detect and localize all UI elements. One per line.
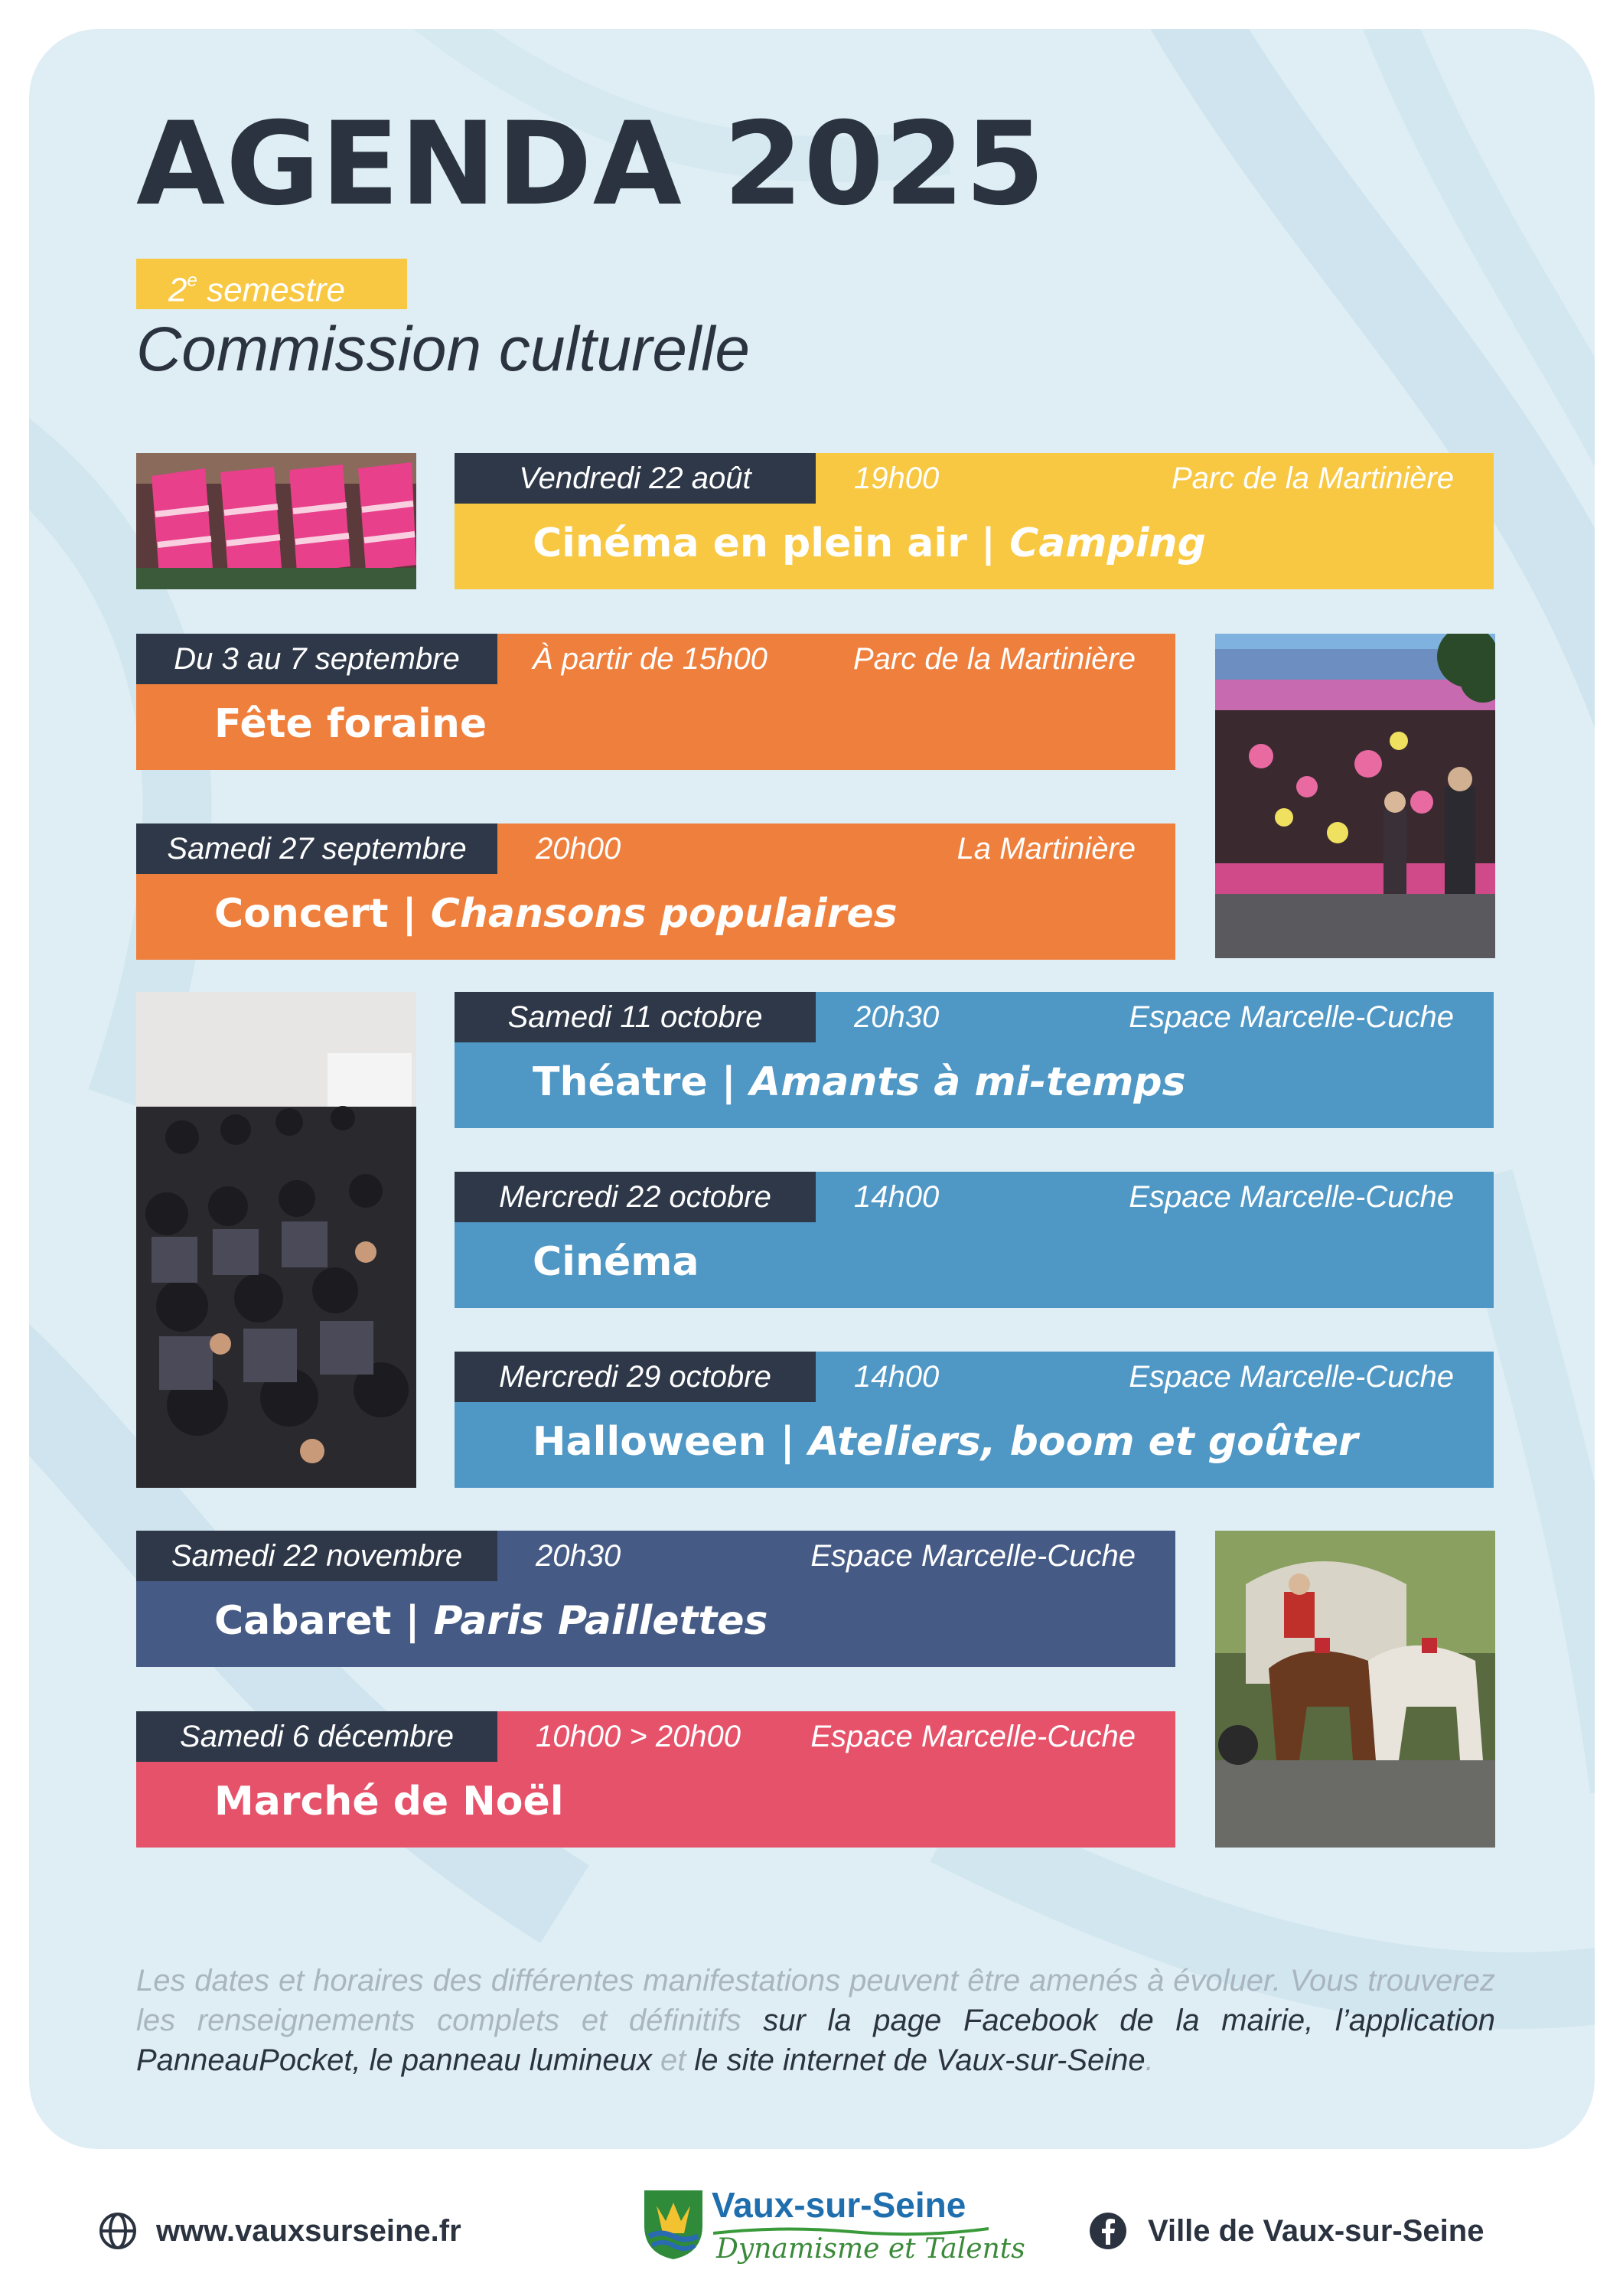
event-time: 20h30	[536, 1539, 621, 1573]
event-title-main: Halloween	[533, 1419, 767, 1465]
event-title	[214, 1590, 768, 1652]
event-title	[214, 883, 898, 944]
footer-facebook[interactable]	[1088, 2204, 1484, 2258]
semester-ordinal: e	[187, 270, 197, 291]
logo-name: Vaux-sur-Seine	[712, 2185, 966, 2225]
event-time: 19h00	[854, 461, 940, 495]
event-date: Mercredi 29 octobre	[455, 1352, 816, 1402]
event-date: Samedi 27 septembre	[136, 823, 497, 874]
event-title-main: Théatre	[533, 1059, 708, 1105]
event-time: 14h00	[854, 1360, 940, 1394]
event-cinema	[455, 1172, 1494, 1308]
event-title-sub: Camping	[1009, 520, 1206, 566]
event-date: Samedi 6 décembre	[136, 1711, 497, 1762]
event-time: À partir de 15h00	[533, 642, 768, 676]
event-date: Samedi 11 octobre	[455, 992, 816, 1042]
photo-fairground	[1215, 634, 1495, 958]
semester-badge	[136, 259, 407, 309]
note-panneaupocket-mention: l’application PanneauPocket, le panneau lumineux	[136, 2004, 1496, 2077]
event-title	[214, 1771, 564, 1832]
footer-website-url[interactable]: www.vauxsurseine.fr	[156, 2213, 461, 2248]
event-title-separator: |	[966, 520, 1010, 566]
event-fete-foraine	[136, 634, 1175, 770]
event-title-main: Marché de Noël	[214, 1779, 564, 1825]
crest-icon	[641, 2187, 706, 2261]
event-date: Du 3 au 7 septembre	[136, 634, 497, 684]
event-place: Espace Marcelle-Cuche	[1129, 1360, 1454, 1394]
event-title-main: Cabaret	[214, 1598, 392, 1644]
note-website-mention: le site internet de Vaux-sur-Seine	[694, 2043, 1146, 2077]
vaux-sur-seine-logo	[641, 2181, 1025, 2281]
event-title-sub: Paris Paillettes	[433, 1598, 768, 1644]
event-date: Vendredi 22 août	[455, 453, 816, 504]
facebook-icon	[1088, 2211, 1128, 2251]
event-place: Espace Marcelle-Cuche	[1129, 1000, 1454, 1034]
event-title-sub: Amants à mi-temps	[749, 1059, 1186, 1105]
event-cinema-plein-air	[455, 453, 1494, 589]
event-place: Parc de la Martinière	[852, 642, 1136, 676]
photo-deckchairs	[136, 453, 416, 589]
event-time: 20h30	[854, 1000, 940, 1034]
event-title-main: Fête foraine	[214, 701, 487, 747]
globe-icon	[98, 2211, 138, 2251]
event-title	[533, 1231, 699, 1293]
event-theatre	[455, 992, 1494, 1128]
photo-audience	[136, 992, 416, 1488]
note-facebook-mention: sur la page Facebook de la mairie	[763, 2004, 1305, 2037]
note-text-3: et	[651, 2043, 695, 2077]
event-place: La Martinière	[957, 832, 1136, 866]
event-title	[533, 1411, 1358, 1473]
logo-slogan: Dynamisme et Talents	[716, 2233, 1025, 2265]
event-title-sub: Ateliers, boom et goûter	[808, 1419, 1358, 1465]
event-title-main: Cinéma en plein air	[533, 520, 967, 566]
event-time: 20h00	[536, 832, 621, 866]
event-title	[214, 693, 487, 755]
event-place: Espace Marcelle-Cuche	[1129, 1180, 1454, 1214]
event-place: Espace Marcelle-Cuche	[810, 1539, 1136, 1573]
event-place: Espace Marcelle-Cuche	[810, 1720, 1136, 1753]
event-date: Samedi 22 novembre	[136, 1531, 497, 1581]
note-text-4: .	[1145, 2043, 1154, 2077]
event-title-sub: Chansons populaires	[430, 891, 898, 937]
event-cabaret	[136, 1531, 1175, 1667]
event-time: 14h00	[854, 1180, 940, 1214]
disclaimer-note	[136, 1961, 1495, 2080]
event-time: 10h00 > 20h00	[536, 1720, 741, 1753]
footer-website[interactable]	[98, 2204, 461, 2258]
photo-horse-carriage	[1215, 1531, 1495, 1848]
semester-word: semestre	[207, 271, 346, 309]
event-concert	[136, 823, 1175, 960]
event-title-separator: |	[707, 1059, 750, 1105]
event-title	[533, 513, 1206, 574]
event-place: Parc de la Martinière	[1171, 461, 1454, 495]
event-title-separator: |	[391, 1598, 434, 1644]
event-title-main: Cinéma	[533, 1239, 699, 1285]
event-title-separator: |	[766, 1419, 809, 1465]
event-title	[533, 1052, 1186, 1113]
event-title-main: Concert	[214, 891, 389, 937]
event-title-separator: |	[388, 891, 431, 937]
note-text-1: Les dates et horaires des différentes manifestations peuvent être amenés à évoluer. Vous trouverez les renseignements complets et définitifs	[136, 1964, 1495, 2037]
event-date: Mercredi 22 octobre	[455, 1172, 816, 1222]
event-halloween	[455, 1352, 1494, 1488]
note-text-2: ,	[1305, 2004, 1335, 2037]
event-marche-noel	[136, 1711, 1175, 1848]
page-title: AGENDA 2025	[136, 98, 1046, 231]
page-subtitle: Commission culturelle	[136, 315, 751, 384]
semester-number: 2	[168, 271, 187, 309]
footer-facebook-page[interactable]: Ville de Vaux-sur-Seine	[1148, 2213, 1484, 2248]
